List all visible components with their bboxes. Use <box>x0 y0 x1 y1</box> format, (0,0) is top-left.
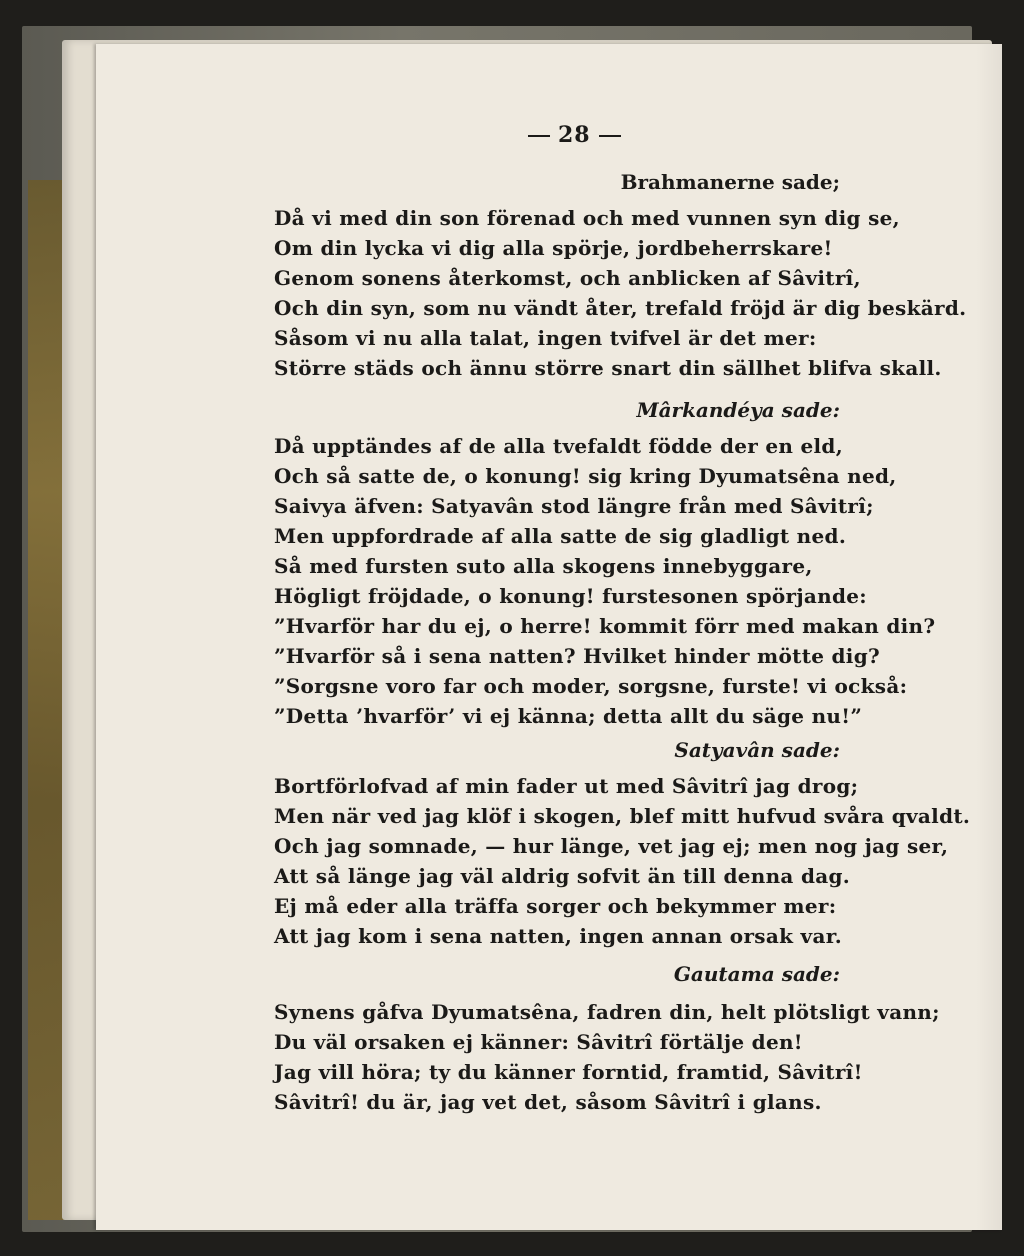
verse-line: Större städs och ännu större snart din sällhet blifva skall. <box>274 356 942 380</box>
verse-line: Saivya äfven: Satyavân stod längre från med Sâvitrî; <box>274 494 874 518</box>
speaker-heading: Brahmanerne sade; <box>620 170 840 194</box>
page-number <box>520 122 629 148</box>
verse-line: Högligt fröjdade, o konung! furstesonen spörjande: <box>274 584 867 608</box>
verse-line: Att så länge jag väl aldrig sofvit än till denna dag. <box>274 864 851 888</box>
verse-line: ”Sorgsne voro far och moder, sorgsne, furste! vi också: <box>274 674 908 698</box>
verse-line: Sâvitrî! du är, jag vet det, såsom Sâvitrî i glans. <box>274 1090 822 1114</box>
speaker-heading: Gautama sade: <box>673 962 840 986</box>
dash-left <box>528 135 550 137</box>
speaker-heading: Satyavân sade: <box>674 738 840 762</box>
verse-line: Om din lycka vi dig alla spörje, jordbeherrskare! <box>274 236 833 260</box>
verse-line: Genom sonens återkomst, och anblicken af Sâvitrî, <box>274 266 861 290</box>
verse-line: ”Hvarför har du ej, o herre! kommit förr med makan din? <box>274 614 936 638</box>
verse-line: Då upptändes af de alla tvefaldt födde der en eld, <box>274 434 843 458</box>
verse-line: Jag vill höra; ty du känner forntid, framtid, Sâvitrî! <box>274 1060 863 1084</box>
verse-line: Men uppfordrade af alla satte de sig gladligt ned. <box>274 524 847 548</box>
verse-line: Då vi med din son förenad och med vunnen syn dig se, <box>274 206 900 230</box>
verse-line: Och så satte de, o konung! sig kring Dyumatsêna ned, <box>274 464 897 488</box>
verse-line: Såsom vi nu alla talat, ingen tvifvel är det mer: <box>274 326 817 350</box>
verse-line: Och din syn, som nu vändt åter, trefald fröjd är dig beskärd. <box>274 296 967 320</box>
verse-line: Så med fursten suto alla skogens innebyggare, <box>274 554 813 578</box>
verse-line: Du väl orsaken ej känner: Sâvitrî förtälje den! <box>274 1030 803 1054</box>
page-edge-shadow <box>976 44 1002 1230</box>
page-number-text: 28 <box>558 122 591 148</box>
verse-line: Synens gåfva Dyumatsêna, fadren din, helt plötsligt vann; <box>274 1000 940 1024</box>
verse-line: Och jag somnade, — hur länge, vet jag ej; men nog jag ser, <box>274 834 949 858</box>
verse-line: Men när ved jag klöf i skogen, blef mitt hufvud svåra qvaldt. <box>274 804 971 828</box>
verse-line: ”Hvarför så i sena natten? Hvilket hinder mötte dig? <box>274 644 881 668</box>
verse-line: Ej må eder alla träffa sorger och bekymmer mer: <box>274 894 837 918</box>
verse-line: Att jag kom i sena natten, ingen annan orsak var. <box>274 924 842 948</box>
verse-line: Bortförlofvad af min fader ut med Sâvitrî jag drog; <box>274 774 859 798</box>
verse-line: ”Detta ’hvarför’ vi ej känna; detta allt du säge nu!” <box>274 704 863 728</box>
dash-right <box>599 135 621 137</box>
speaker-heading: Mârkandéya sade: <box>636 398 840 422</box>
